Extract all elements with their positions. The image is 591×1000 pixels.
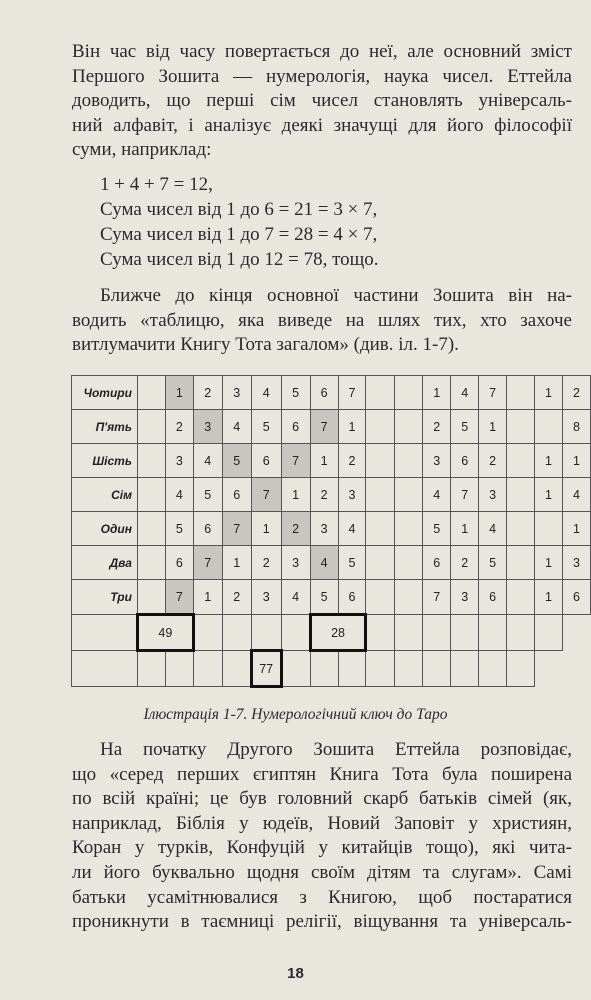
grid-cell: 5 [479, 546, 507, 580]
grid-cell [310, 651, 338, 687]
grid-cell [423, 651, 451, 687]
formula-line: 1 + 4 + 7 = 12, [100, 174, 213, 195]
grid-cell: 3 [281, 546, 310, 580]
text-line: Ближче до кінця основної частини Зошита він на- [100, 285, 572, 306]
grid-cell [395, 512, 423, 546]
grid-cell [193, 615, 222, 651]
grid-cell: 2 [562, 376, 590, 410]
grid-cell: 6 [423, 546, 451, 580]
grid-cell [507, 651, 535, 687]
grid-cell: 3 [193, 410, 222, 444]
grid-cell: 7 [310, 410, 338, 444]
grid-cell: 3 [562, 546, 590, 580]
grid-cell: 1 [562, 512, 590, 546]
grid-cell: 1 [251, 512, 281, 546]
text-line: витлумачити Книгу Тота загалом» (див. іл. 1-7). [72, 334, 459, 356]
text-line: На початку Другого Зошита Еттейла розповідає, [100, 739, 572, 760]
row-label: Один [72, 512, 138, 546]
table-row [72, 546, 591, 580]
text-line: Першого Зошита — нумерологія, наука чисел. Еттейла [72, 65, 572, 87]
grid-cell: 6 [222, 478, 251, 512]
grid-cell [366, 580, 395, 615]
grid-cell [366, 478, 395, 512]
grid-cell [507, 410, 535, 444]
grid-cell: 2 [193, 376, 222, 410]
grid-cell [137, 410, 165, 444]
figure-caption: Ілюстрація 1-7. Нумерологічний ключ до Таро [143, 706, 448, 723]
paragraph-3 [72, 738, 572, 935]
grid-cell: 1 [165, 376, 193, 410]
grid-cell [137, 546, 165, 580]
grid-cell: 5 [310, 580, 338, 615]
grid-cell: 3 [251, 580, 281, 615]
grid-cell: 7 [338, 376, 366, 410]
grid-cell: 1 [423, 376, 451, 410]
grid-cell: 3 [479, 478, 507, 512]
grid-cell: 5 [423, 512, 451, 546]
grid-cell [395, 376, 423, 410]
grid-cell: 7 [451, 478, 479, 512]
grid-cell: 3 [338, 478, 366, 512]
numerology-table [71, 375, 591, 688]
grid-cell [395, 478, 423, 512]
grid-cell [395, 410, 423, 444]
grid-cell: 7 [281, 444, 310, 478]
grid-cell [137, 444, 165, 478]
grid-cell [338, 651, 366, 687]
grid-cell: 5 [451, 410, 479, 444]
text-line: Він час від часу повертається до неї, але основний зміст [72, 41, 572, 62]
grid-cell: 1 [562, 444, 590, 478]
grid-cell [366, 546, 395, 580]
paragraph-2 [72, 284, 572, 358]
formula-line: Сума чисел від 1 до 12 = 78, тощо. [100, 249, 379, 270]
grid-cell: 1 [535, 580, 563, 615]
grid-cell: 2 [338, 444, 366, 478]
total-28-box: 28 [310, 615, 366, 651]
grid-cell: 3 [165, 444, 193, 478]
grid-cell: 6 [562, 580, 590, 615]
grid-cell [507, 580, 535, 615]
text-line: Коран у турків, Конфуцій у китайців тощо), які чита- [72, 837, 572, 859]
numerology-grid [71, 375, 591, 688]
grid-cell [281, 651, 310, 687]
grid-cell [507, 615, 535, 651]
grid-cell: 1 [310, 444, 338, 478]
grid-cell: 7 [479, 376, 507, 410]
grid-cell [72, 651, 138, 687]
grid-cell: 2 [222, 580, 251, 615]
grid-cell [507, 478, 535, 512]
grid-cell: 8 [562, 410, 590, 444]
grid-cell: 4 [479, 512, 507, 546]
grid-cell: 1 [535, 478, 563, 512]
text-line: по всій країні; це був головний скарб батьків сімей (як, [72, 788, 572, 810]
grid-cell [479, 615, 507, 651]
formula-line: Сума чисел від 1 до 7 = 28 = 4 × 7, [100, 224, 378, 245]
grid-cell: 7 [193, 546, 222, 580]
grid-cell: 5 [251, 410, 281, 444]
grid-cell: 1 [451, 512, 479, 546]
grid-cell: 2 [251, 546, 281, 580]
page-number: 18 [287, 965, 304, 982]
grid-cell [395, 444, 423, 478]
grid-cell: 2 [479, 444, 507, 478]
grid-cell [366, 512, 395, 546]
grid-cell: 1 [535, 546, 563, 580]
grid-cell: 7 [222, 512, 251, 546]
grid-cell: 5 [338, 546, 366, 580]
grid-cell [395, 615, 423, 651]
grid-cell: 4 [165, 478, 193, 512]
grid-cell [507, 444, 535, 478]
grid-cell [281, 615, 310, 651]
row-label: Шість [72, 444, 138, 478]
grid-cell [395, 580, 423, 615]
grid-cell: 4 [310, 546, 338, 580]
grid-cell [222, 651, 251, 687]
grid-cell: 7 [165, 580, 193, 615]
grid-cell: 2 [281, 512, 310, 546]
grid-cell [366, 615, 395, 651]
grid-cell [251, 615, 281, 651]
text-line: наприклад, Біблія у юдеїв, Новий Заповіт у християн, [72, 812, 572, 834]
grid-cell [366, 444, 395, 478]
grid-cell: 1 [479, 410, 507, 444]
row-label: Сім [72, 478, 138, 512]
grid-cell [507, 512, 535, 546]
text-line: водить «таблицю, яка виведе на шлях тих, хто захоче [72, 309, 572, 331]
grid-cell: 1 [535, 444, 563, 478]
grid-cell: 6 [310, 376, 338, 410]
grid-cell: 4 [193, 444, 222, 478]
totals-row [72, 615, 591, 651]
grid-cell: 2 [451, 546, 479, 580]
grid-cell: 3 [451, 580, 479, 615]
grid-cell: 6 [281, 410, 310, 444]
grid-cell [395, 546, 423, 580]
grid-cell [507, 376, 535, 410]
grid-cell: 7 [251, 478, 281, 512]
grid-cell: 2 [165, 410, 193, 444]
grid-cell [479, 651, 507, 687]
paragraph-1 [72, 40, 572, 163]
grid-cell [72, 615, 138, 651]
grid-cell [137, 376, 165, 410]
grid-cell: 6 [165, 546, 193, 580]
grid-cell: 1 [193, 580, 222, 615]
grid-cell: 6 [451, 444, 479, 478]
text-line: ний алфавіт, і аналізує деякі значущі для його філософії [72, 114, 572, 136]
grid-cell [137, 478, 165, 512]
row-label: Два [72, 546, 138, 580]
grid-cell: 3 [423, 444, 451, 478]
grid-cell: 6 [479, 580, 507, 615]
grid-cell: 1 [222, 546, 251, 580]
grid-cell [395, 651, 423, 687]
grid-cell [137, 512, 165, 546]
grid-cell: 4 [251, 376, 281, 410]
totals-row [72, 651, 591, 687]
grid-cell: 4 [562, 478, 590, 512]
grid-cell [193, 651, 222, 687]
grid-cell: 1 [535, 376, 563, 410]
row-label: Три [72, 580, 138, 615]
table-row [72, 580, 591, 615]
grid-cell [366, 376, 395, 410]
grid-cell: 5 [222, 444, 251, 478]
grid-cell: 2 [310, 478, 338, 512]
row-label: П'ять [72, 410, 138, 444]
grid-cell [366, 651, 395, 687]
grid-cell: 5 [193, 478, 222, 512]
grid-cell [165, 651, 193, 687]
formula-list [100, 172, 379, 272]
total-49-box: 49 [137, 615, 193, 651]
table-row [72, 444, 591, 478]
table-row [72, 512, 591, 546]
grid-cell [366, 410, 395, 444]
grid-cell [451, 615, 479, 651]
grid-cell: 4 [423, 478, 451, 512]
grid-cell: 3 [310, 512, 338, 546]
grid-cell [222, 615, 251, 651]
grid-cell: 3 [222, 376, 251, 410]
grid-cell [451, 651, 479, 687]
formula-line: Сума чисел від 1 до 6 = 21 = 3 × 7, [100, 199, 378, 220]
total-77-box: 77 [251, 651, 281, 687]
text-line: що «серед перших єгиптян Книга Тота була поширена [72, 763, 572, 785]
table-row [72, 410, 591, 444]
grid-cell: 4 [222, 410, 251, 444]
grid-cell: 4 [338, 512, 366, 546]
grid-cell [137, 651, 165, 687]
grid-cell: 1 [281, 478, 310, 512]
table-row [72, 376, 591, 410]
text-line: доводить, що перші сім чисел становлять універсаль- [72, 90, 572, 112]
text-line: проникнути в таємниці релігії, віщування та універсаль- [72, 911, 572, 933]
grid-cell [535, 410, 563, 444]
grid-cell [507, 546, 535, 580]
grid-cell: 6 [251, 444, 281, 478]
grid-cell: 6 [338, 580, 366, 615]
grid-cell: 4 [451, 376, 479, 410]
grid-cell: 5 [165, 512, 193, 546]
table-row [72, 478, 591, 512]
text-line: суми, наприклад: [72, 139, 212, 161]
grid-cell: 6 [193, 512, 222, 546]
text-line: ли його буквально щодня своїм дітям та слугам». Самі [72, 861, 572, 883]
grid-cell [535, 512, 563, 546]
grid-cell: 4 [281, 580, 310, 615]
grid-cell: 1 [338, 410, 366, 444]
row-label: Чотири [72, 376, 138, 410]
grid-cell: 7 [423, 580, 451, 615]
grid-cell: 5 [281, 376, 310, 410]
grid-cell: 2 [423, 410, 451, 444]
grid-cell [137, 580, 165, 615]
grid-cell [535, 615, 563, 651]
text-line: батьки усамітнювалися з Книгою, щоб постаратися [72, 886, 572, 908]
grid-cell [423, 615, 451, 651]
